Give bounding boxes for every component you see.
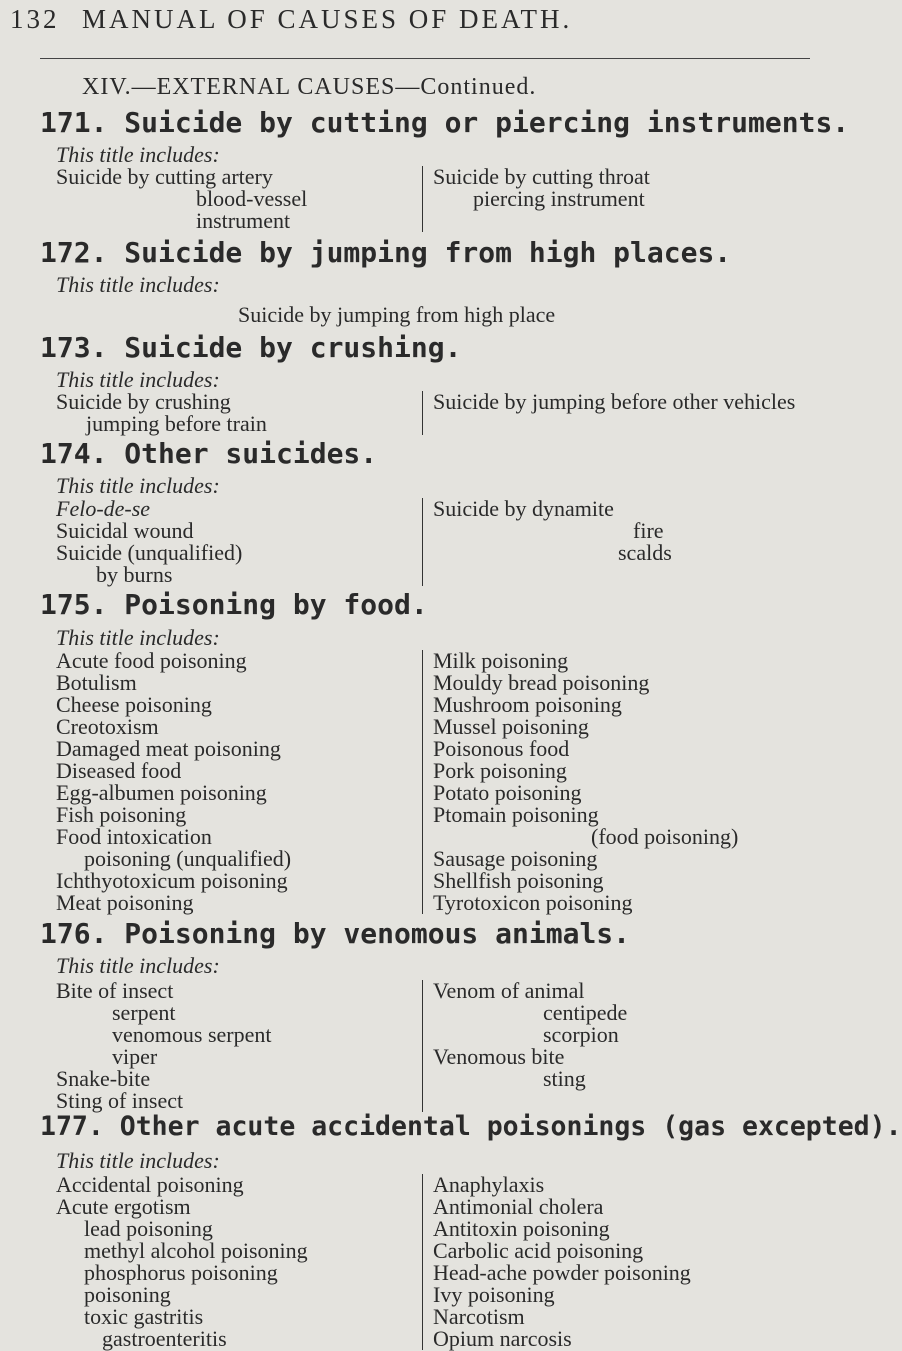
list-item: jumping before train [86, 411, 267, 436]
list-item: Food intoxication [56, 824, 212, 849]
list-item: piercing instrument [473, 186, 645, 211]
list-item: scalds [618, 540, 672, 565]
list-item: viper [112, 1044, 158, 1069]
list-item: Snake-bite [56, 1066, 151, 1091]
list-item: Accidental poisoning [56, 1172, 244, 1197]
list-item: Poisonous food [433, 736, 570, 761]
header-rule [40, 58, 810, 59]
section-174-includes: This title includes: [56, 473, 220, 498]
list-item: instrument [196, 208, 291, 233]
list-item: Bite of insect [56, 978, 174, 1003]
list-item: Acute food poisoning [56, 648, 247, 673]
list-item: Carbolic acid poisoning [433, 1238, 644, 1263]
list-item: Mouldy bread poisoning [433, 670, 650, 695]
section-177-includes: This title includes: [56, 1148, 220, 1173]
list-item: Milk poisoning [433, 648, 569, 673]
list-item: Shellfish poisoning [433, 868, 604, 893]
list-item: Suicide by jumping before other vehicles [433, 389, 796, 414]
list-item: Ivy poisoning [433, 1282, 555, 1307]
section-177-left-list [56, 1174, 308, 1350]
running-head [10, 4, 800, 35]
list-item: Damaged meat poisoning [56, 736, 281, 761]
list-item: Suicide by cutting throat [433, 164, 650, 189]
list-item: Ptomain poisoning [433, 802, 599, 827]
list-item: Acute ergotism [56, 1194, 191, 1219]
section-176-right-list [422, 980, 627, 1112]
section-173-includes: This title includes: [56, 367, 220, 392]
section-171-includes: This title includes: [56, 142, 220, 167]
list-item: toxic gastritis [84, 1304, 204, 1329]
section-176-title: 176. Poisoning by venomous animals. [40, 917, 631, 950]
list-item: gastroenteritis [102, 1326, 227, 1351]
section-177-title: 177. Other acute accidental poisonings (gas excepted). [40, 1111, 902, 1142]
list-item: lead poisoning [84, 1216, 213, 1241]
section-heading: XIV.—EXTERNAL CAUSES—Continued. [82, 74, 537, 100]
list-item: poisoning [84, 1282, 171, 1307]
list-item: Suicidal wound [56, 518, 194, 543]
list-item: fire [633, 518, 664, 543]
list-item: Suicide by crushing [56, 389, 231, 414]
list-item: poisoning (unqualified) [84, 846, 292, 871]
list-item: Suicide by dynamite [433, 496, 614, 521]
list-item: Venomous bite [433, 1044, 565, 1069]
list-item: Head-ache powder poisoning [433, 1260, 691, 1285]
section-176-includes: This title includes: [56, 953, 220, 978]
list-item: Opium narcosis [433, 1326, 572, 1351]
list-item: Sausage poisoning [433, 846, 598, 871]
list-item: Creotoxism [56, 714, 159, 739]
section-173-left-list [56, 391, 267, 435]
section-171-title: 171. Suicide by cutting or piercing instruments. [40, 106, 850, 139]
list-item: scorpion [543, 1022, 619, 1047]
list-item: Anaphylaxis [433, 1172, 545, 1197]
list-item: Narcotism [433, 1304, 525, 1329]
list-item: Antitoxin poisoning [433, 1216, 610, 1241]
running-title: MANUAL OF CAUSES OF DEATH. [82, 4, 573, 34]
section-175-left-list [56, 650, 291, 914]
list-item: Ichthyotoxicum poisoning [56, 868, 288, 893]
list-item: sting [543, 1066, 586, 1091]
list-item: Sting of insect [56, 1088, 184, 1113]
list-item: methyl alcohol poisoning [84, 1238, 308, 1263]
list-item: Meat poisoning [56, 890, 194, 915]
list-item: Mushroom poisoning [433, 692, 622, 717]
list-item: Egg-albumen poisoning [56, 780, 267, 805]
list-item: Mussel poisoning [433, 714, 589, 739]
list-item: Botulism [56, 670, 137, 695]
section-173-right-list [422, 391, 795, 435]
section-175-right-list [422, 650, 738, 914]
section-174-left-list [56, 498, 242, 586]
list-item: Felo-de-se [56, 496, 151, 521]
list-item: Cheese poisoning [56, 692, 212, 717]
list-item: blood-vessel [196, 186, 308, 211]
section-175-title: 175. Poisoning by food. [40, 588, 428, 621]
list-item: centipede [543, 1000, 628, 1025]
list-item: Venom of animal [433, 978, 585, 1003]
list-item: Potato poisoning [433, 780, 582, 805]
list-item: venomous serpent [112, 1022, 272, 1047]
section-171-left-list [56, 166, 307, 232]
section-172-title: 172. Suicide by jumping from high places. [40, 236, 732, 269]
section-174-title: 174. Other suicides. [40, 437, 378, 470]
section-174-right-list [422, 498, 672, 586]
list-item: (food poisoning) [591, 824, 739, 849]
section-177-right-list [422, 1174, 691, 1350]
list-item: by burns [96, 562, 173, 587]
list-item: Tyrotoxicon poisoning [433, 890, 633, 915]
page-number: 132 [10, 4, 60, 34]
section-172-includes: This title includes: [56, 272, 220, 297]
list-item: Pork poisoning [433, 758, 567, 783]
section-176-left-list [56, 980, 271, 1112]
list-item: Antimonial cholera [433, 1194, 604, 1219]
section-171-right-list [422, 166, 650, 232]
list-item: Suicide by cutting artery [56, 164, 273, 189]
list-item: Diseased food [56, 758, 182, 783]
list-item: Suicide (unqualified) [56, 540, 243, 565]
section-172-item: Suicide by jumping from high place [238, 302, 556, 327]
list-item: phosphorus poisoning [84, 1260, 278, 1285]
list-item: Fish poisoning [56, 802, 187, 827]
list-item: serpent [112, 1000, 176, 1025]
section-173-title: 173. Suicide by crushing. [40, 331, 462, 364]
section-175-includes: This title includes: [56, 625, 220, 650]
